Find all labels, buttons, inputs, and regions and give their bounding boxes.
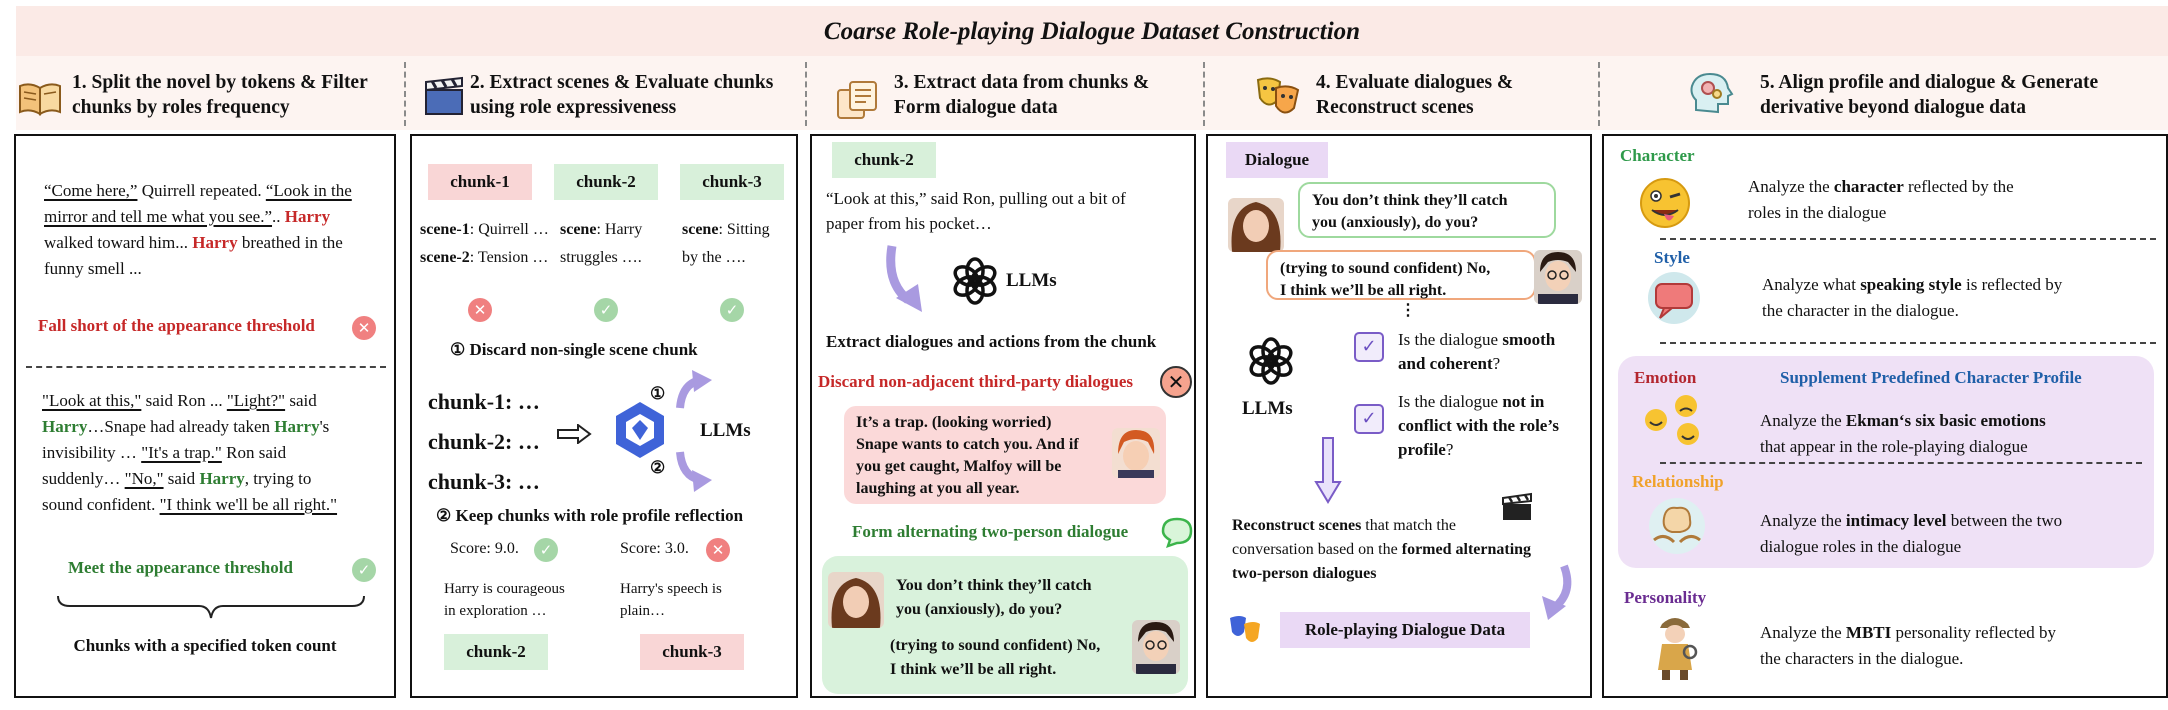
- chunk-3-scene: scene: Sitting by the ….: [682, 221, 770, 266]
- check-icon: ✓: [352, 558, 376, 582]
- down-arrow-icon: [1314, 436, 1342, 506]
- panel-step-5: [1602, 134, 2168, 698]
- brace-icon: [56, 594, 366, 622]
- result-tag: Role-playing Dialogue Data: [1280, 612, 1530, 648]
- kept-chunk-tag: chunk-2: [444, 634, 548, 670]
- deepseek-logo-icon: [612, 398, 668, 462]
- hermione-avatar: [1228, 198, 1284, 252]
- step-separator-1: [404, 62, 406, 126]
- hermione-line: You don’t think they’ll catch you (anxiously), do you?: [896, 577, 1092, 618]
- openai-logo-icon: [1246, 336, 1296, 386]
- llms-label: LLMs: [1006, 270, 1057, 291]
- cross-icon: ✕: [706, 538, 730, 562]
- hermione-avatar: [828, 572, 884, 628]
- ellipsis: ⋮: [1400, 302, 1416, 319]
- curved-arrow-icon: [882, 242, 932, 320]
- openai-logo-icon: [950, 256, 1000, 306]
- discard-rule: ① Discard non-single scene chunk: [450, 340, 698, 359]
- reconstruct-text: Reconstruct scenes that match the conversation based on the formed alternating two-person dialogues: [1232, 517, 1532, 582]
- curved-arrow-icon: [674, 368, 716, 414]
- keep-rule: ② Keep chunks with role profile reflection: [436, 506, 744, 525]
- rejected-chunk-tag: chunk-3: [640, 634, 744, 670]
- discard-label: Discard non-adjacent third-party dialogues: [818, 372, 1133, 391]
- title-banner: [16, 6, 2168, 56]
- score-1: Score: 9.0.: [450, 540, 519, 557]
- step-1-title: 1. Split the novel by tokens & Filter chunks by roles frequency: [72, 72, 368, 118]
- cross-icon: ✕: [352, 316, 376, 340]
- score-2: Score: 3.0.: [620, 540, 689, 557]
- clapperboard-icon: [420, 72, 468, 120]
- divider: [1660, 342, 2156, 344]
- divider: [26, 366, 386, 368]
- step-3-title: 3. Extract data from chunks & Form dialogue data: [894, 72, 1150, 118]
- personality-analysis: Analyze the MBTI personality reflected by the characters in the dialogue.: [1760, 623, 2056, 668]
- panel-step-2: [410, 134, 798, 698]
- profile-reflection-1: Harry is courageous in exploration …: [444, 581, 565, 619]
- page-title: Coarse Role-playing Dialogue Dataset Construction: [823, 18, 1361, 45]
- divider: [1660, 238, 2156, 240]
- ron-avatar: [1112, 428, 1160, 478]
- chunk-1-scenes: scene-1: Quirrell … scene-2: Tension …: [420, 221, 549, 266]
- third-party-dialogue: It’s a trap. (looking worried) Snape wants to catch you. And if you get caught, Malfoy will be laughing at you all year.: [844, 406, 1166, 504]
- speech-bubble-icon: [1644, 270, 1704, 326]
- chunk-2-tag: chunk-2: [832, 142, 936, 178]
- relationship-analysis: Analyze the intimacy level between the two dialogue roles in the dialogue: [1760, 511, 2063, 556]
- brain-hands-icon: [1644, 496, 1710, 556]
- fail-threshold-label: Fall short of the appearance threshold: [38, 316, 315, 335]
- style-label: Style: [1654, 248, 1690, 267]
- hermione-bubble: You don’t think they’ll catch you (anxiously), do you?: [1298, 182, 1556, 238]
- harry-avatar: [1132, 620, 1180, 674]
- chunk-quote: “Look at this,” said Ron, pulling out a bit of paper from his pocket…: [826, 189, 1126, 233]
- step-separator-3: [1203, 62, 1205, 126]
- chat-bubble-icon: [1160, 516, 1194, 548]
- harry-avatar: [1534, 250, 1582, 304]
- chunk-2-tag: chunk-2: [554, 164, 658, 200]
- llms-label: LLMs: [1242, 398, 1293, 419]
- step-separator-4: [1598, 62, 1600, 126]
- token-count-label: Chunks with a specified token count: [73, 636, 337, 655]
- right-arrow-icon: [556, 424, 592, 444]
- smoothness-question: Is the dialogue smooth and coherent?: [1398, 330, 1556, 373]
- emotion-faces-icon: [1642, 392, 1710, 448]
- documents-icon: [834, 76, 882, 124]
- style-analysis: Analyze what speaking style is reflected by the character in the dialogue.: [1762, 275, 2063, 320]
- step-5-title: 5. Align profile and dialogue & Generate derivative beyond dialogue data: [1760, 72, 2099, 118]
- cross-icon: ✕: [1160, 366, 1192, 398]
- chunk-list: chunk-1: … chunk-2: … chunk-3: …: [428, 389, 540, 494]
- theater-masks-icon: [1254, 72, 1302, 120]
- detective-icon: [1650, 610, 1700, 682]
- book-icon: [16, 74, 64, 122]
- chunk-3-tag: chunk-3: [680, 164, 784, 200]
- step-separator-2: [805, 62, 807, 126]
- chunk-text-short: “Come here,” Quirrell repeated. “Look in the mirror and tell me what you see.”.. Harry walked toward him... Harry breathed in the funny smell ...: [44, 181, 352, 278]
- cross-icon: ✕: [468, 298, 492, 322]
- step-4-title: 4. Evaluate dialogues & Reconstruct scenes: [1316, 72, 1514, 118]
- head-gears-icon: [1686, 70, 1734, 118]
- emoji-face-icon: [1638, 176, 1692, 230]
- harry-line: (trying to sound confident) No, I think we’ll be all right.: [890, 637, 1101, 678]
- dialogue-tag: Dialogue: [1226, 142, 1328, 178]
- checkbox-icon: ✓: [1354, 404, 1384, 434]
- character-analysis: Analyze the character reflected by the roles in the dialogue: [1748, 177, 2014, 222]
- curved-arrow-icon: [1534, 562, 1580, 626]
- personality-label: Personality: [1624, 588, 1707, 607]
- divider: [1660, 462, 2142, 464]
- chunk-text-long: "Look at this," said Ron ... "Light?" said Harry…Snape had already taken Harry's invisibility … "It's a trap." Ron said suddenly… "No," said Harry, trying to sound confident. "I think we'll be all right.": [42, 391, 338, 514]
- chunk-1-tag: chunk-1: [428, 164, 532, 200]
- step-num-2: ②: [650, 458, 666, 477]
- character-label: Character: [1620, 146, 1695, 165]
- check-icon: ✓: [594, 298, 618, 322]
- check-icon: ✓: [720, 298, 744, 322]
- emotion-analysis: Analyze the Ekman‘s six basic emotions that appear in the role-playing dialogue: [1760, 411, 2046, 456]
- panel-step-4: [1206, 134, 1592, 698]
- harry-bubble: (trying to sound confident) No, I think we’ll be all right.: [1266, 250, 1536, 300]
- curved-arrow-icon: [674, 448, 716, 494]
- step-2-title: 2. Extract scenes & Evaluate chunks using role expressiveness: [470, 72, 774, 118]
- emotion-label: Emotion: [1634, 368, 1697, 387]
- theater-masks-icon: [1228, 612, 1262, 646]
- panel-step-3: [810, 134, 1196, 698]
- supplement-heading: Supplement Predefined Character Profile: [1780, 368, 2082, 387]
- checkbox-icon: ✓: [1354, 332, 1384, 362]
- llms-label: LLMs: [700, 420, 751, 441]
- check-icon: ✓: [534, 538, 558, 562]
- profile-reflection-2: Harry's speech is plain…: [620, 581, 722, 619]
- relationship-label: Relationship: [1632, 472, 1724, 491]
- meet-threshold-label: Meet the appearance threshold: [68, 558, 293, 577]
- chunk-2-scene: scene: Harry struggles ….: [560, 221, 643, 266]
- form-dialogue-label: Form alternating two-person dialogue: [852, 522, 1129, 541]
- conflict-question: Is the dialogue not in conflict with the role’s profile?: [1398, 392, 1559, 459]
- panel-step-1: [14, 134, 396, 698]
- extract-label: Extract dialogues and actions from the chunk: [826, 332, 1157, 351]
- step-num-1: ①: [650, 384, 666, 403]
